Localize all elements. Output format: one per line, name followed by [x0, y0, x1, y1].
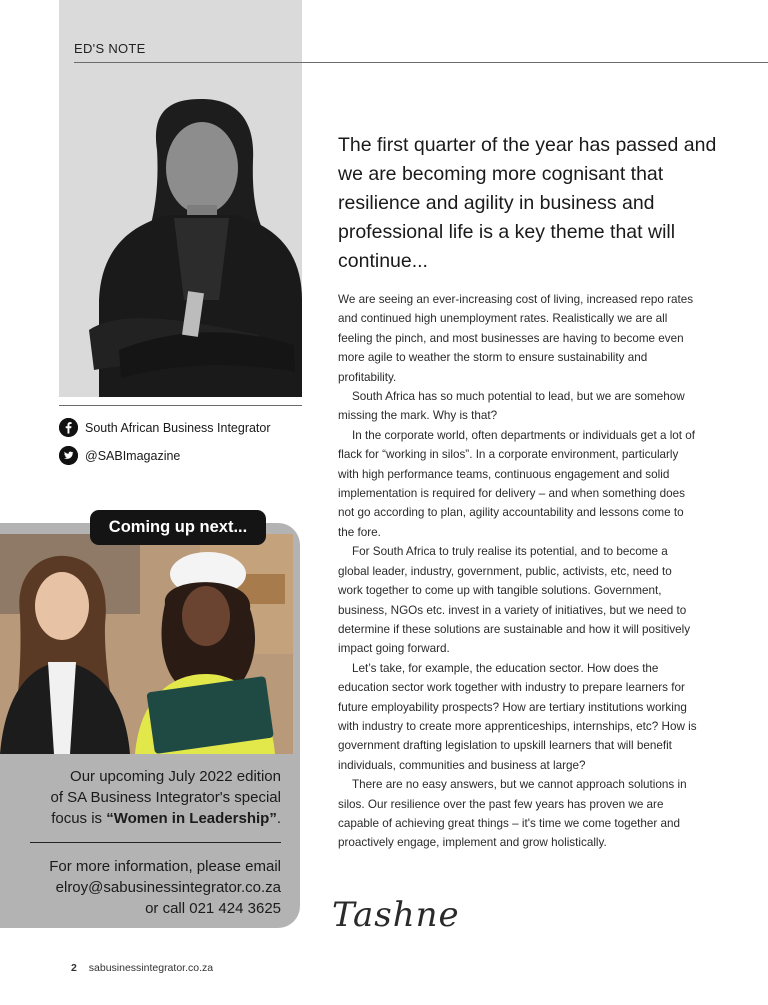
promo-line-2: of SA Business Integrator's special: [50, 789, 281, 806]
editor-portrait: [59, 0, 302, 397]
article-paragraph: South Africa has so much potential to lead, but we are somehow missing the mark. Why is that?: [338, 390, 685, 423]
twitter-icon: [59, 446, 78, 465]
editor-photo: [59, 0, 302, 397]
article-headline: The first quarter of the year has passed and we are becoming more cognisant that resilience and agility in business and professional life is a key theme that will continue...: [338, 134, 717, 272]
article-body: [338, 290, 698, 853]
promo-line-3-prefix: focus is: [51, 810, 107, 827]
article-paragraph: There are no easy answers, but we cannot approach solutions in silos. Our resilience over the past few years has proven we are capable of achieving great things – it's time we come together and proactively engage, implement and grow holistically.: [338, 778, 687, 850]
editor-signature: Tashne: [332, 895, 460, 935]
coming-up-next-badge: Coming up next...: [90, 510, 266, 545]
page-number: 2: [71, 962, 77, 974]
promo-email-link[interactable]: elroy@sabusinessintegrator.co.za: [55, 879, 281, 896]
twitter-label: @SABImagazine: [85, 448, 181, 463]
section-label: ED'S NOTE: [74, 41, 146, 56]
promo-contact-3: or call 021 424 3625: [145, 900, 281, 917]
promo-image: [0, 534, 293, 754]
top-divider: [74, 62, 768, 63]
page-footer: [71, 962, 213, 974]
facebook-icon: [59, 418, 78, 437]
article-paragraph: For South Africa to truly realise its potential, and to become a global leader, industry, government, public, activists, etc, need to work together to come up with tangible solutions. Government, business, NGOs etc. invest in a variety of initiatives, but we need to determine if these solutions are sustainable and how it will positively impact going forward.: [338, 545, 691, 656]
promo-divider: [30, 842, 281, 843]
facebook-label: South African Business Integrator: [85, 420, 271, 435]
article-paragraph: We are seeing an ever-increasing cost of living, increased repo rates and continued high unemployment rates. Realistically we are all feeling the pinch, and most businesses are having to become even more agile to weather the storm to ensure sustainability and profitability.: [338, 293, 694, 384]
facebook-link[interactable]: [59, 418, 271, 437]
promo-contact-1: For more information, please email: [49, 858, 281, 875]
article-paragraph: In the corporate world, often departments or individuals get a lot of flack for “working in silos”. In a corporate environment, particularly with high performance teams, continuous engagement and solid implementation is required for delivery – and when something does not go according to plan, agility accountability and lessons come to the fore.: [338, 428, 696, 539]
footer-website: sabusinessintegrator.co.za: [88, 962, 214, 974]
promo-line-3-suffix: .: [276, 810, 281, 827]
article-paragraph: Let’s take, for example, the education sector. How does the education sector work together with industry to prepare learners for future employability prospects? How are tertiary institutions working with industry to create more apprenticeships, internships, etc? How is government drafting legislation to upskill learners that will benefit individuals, communities and business at large?: [338, 661, 697, 772]
twitter-link[interactable]: [59, 446, 180, 465]
promo-focus-title: “Women in Leadership”: [106, 810, 277, 827]
side-divider: [59, 405, 302, 406]
promo-line-3: [22, 808, 281, 829]
promo-line-1: Our upcoming July 2022 edition: [70, 768, 281, 785]
